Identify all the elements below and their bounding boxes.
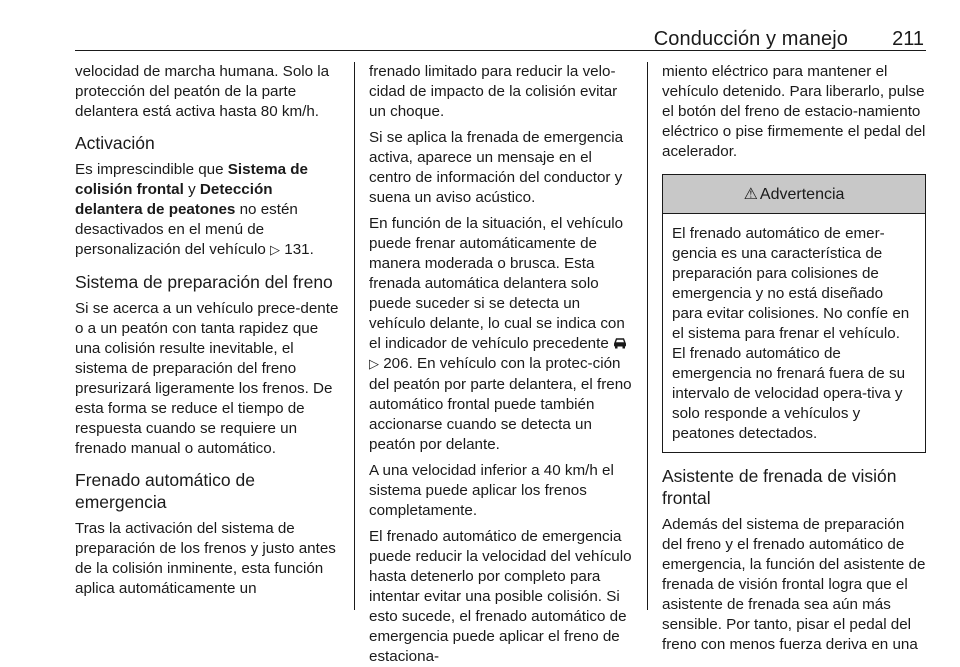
paragraph: A una velocidad inferior a 40 km/h el sistema puede aplicar los frenos completamente. <box>369 462 614 519</box>
text: Es imprescindible que <box>75 161 228 178</box>
page-reference: 206. En vehículo con la protec-ción del peatón por parte delantera, el freno automático frontal puede también accionarse cuando se detecta un peatón por delante. <box>369 355 632 453</box>
heading-frenado-automatico: Frenado automático de emergencia <box>75 470 255 512</box>
warning-header <box>663 175 925 214</box>
paragraph: Si se aplica la frenada de emergencia activa, aparece un mensaje en el centro de información del conductor y suena un aviso acústico. <box>369 129 624 206</box>
column-1 <box>75 62 343 610</box>
paragraph: Tras la activación del sistema de preparación de los frenos y justo antes de la colisión inminente, esta función aplica automáticamente un <box>75 520 336 597</box>
paragraph <box>369 214 634 455</box>
bold-term: Detección delantera de peatones <box>75 181 273 218</box>
text: En función de la situación, el vehículo puede frenar automáticamente de manera moderada o brusca. Esta frenada automática delantera solo puede suceder si se detecta un vehículo delante, lo cual se indica con el indicador de vehículo precedente <box>369 215 625 352</box>
page-header <box>75 24 926 51</box>
page-reference[interactable]: 131. <box>284 241 314 258</box>
heading-activacion: Activación <box>75 133 155 153</box>
paragraph: Si se acerca a un vehículo prece-dente o a un peatón con tanta rapidez que una colisión resulte inevitable, el sistema de preparación del freno presurizará ligeramente los frenos. De esta forma se reduce el tiempo de respuesta cuando se requiere un frenado manual o automático. <box>75 300 339 457</box>
warning-triangle-icon: ⚠ <box>743 184 758 203</box>
warning-box <box>662 174 926 453</box>
paragraph: velocidad de marcha humana. Solo la protección del peatón de la parte delantera está activa hasta 80 km/h. <box>75 63 330 120</box>
paragraph: miento eléctrico para mantener el vehículo detenido. Para liberarlo, pulse el botón del freno de estacio-namiento eléctrico o pise firmemente el pedal del acelerador. <box>662 63 926 160</box>
paragraph: El frenado automático de emergencia puede reducir la velocidad del vehículo hasta detenerlo por completo para intentar evitar una posible colisión. Si esto sucede, el frenado automático de emergencia puede aplicar el freno de estaciona- <box>369 528 632 665</box>
vehicle-ahead-icon <box>613 337 627 349</box>
paragraph: Además del sistema de preparación del freno y el frenado automático de emergencia, la función del asistente de frenada de visión frontal logra que el asistente de frenada sea aún más sensible. Por tanto, pisar el pedal del freno con menos fuerza deriva en una <box>662 516 926 653</box>
warning-text: El frenado automático de emer-gencia es una característica de preparación para colisiones de emergencia y no está diseñado para evitar colisiones. No confíe en el sistema para frenar el vehículo. El frenado automático de emergencia no frenará fuera de su intervalo de velocidad opera-tiva y solo responde a vehículos y peatones detectados. <box>672 225 910 442</box>
section-title: Conducción y manejo <box>653 28 848 50</box>
column-divider <box>647 62 648 610</box>
column-3 <box>662 62 926 653</box>
paragraph: frenado limitado para reducir la velo-cidad de impacto de la colisión evitar un choque. <box>369 63 618 120</box>
column-2 <box>369 62 634 665</box>
warning-title: Advertencia <box>759 186 845 203</box>
page-reference-arrow-icon: ▷ <box>369 357 379 372</box>
paragraph <box>75 160 343 261</box>
page-number: 211 <box>892 28 924 50</box>
heading-sistema-preparacion: Sistema de preparación del freno <box>75 272 333 292</box>
text: no estén desactivados en el menú de personalización del vehículo <box>75 201 298 258</box>
column-divider <box>354 62 355 610</box>
page-reference-arrow-icon: ▷ <box>270 243 281 258</box>
bold-term: Sistema de colisión frontal <box>75 161 308 198</box>
heading-asistente-frenada: Asistente de frenada de visión frontal <box>662 466 897 508</box>
text: y <box>183 181 200 198</box>
